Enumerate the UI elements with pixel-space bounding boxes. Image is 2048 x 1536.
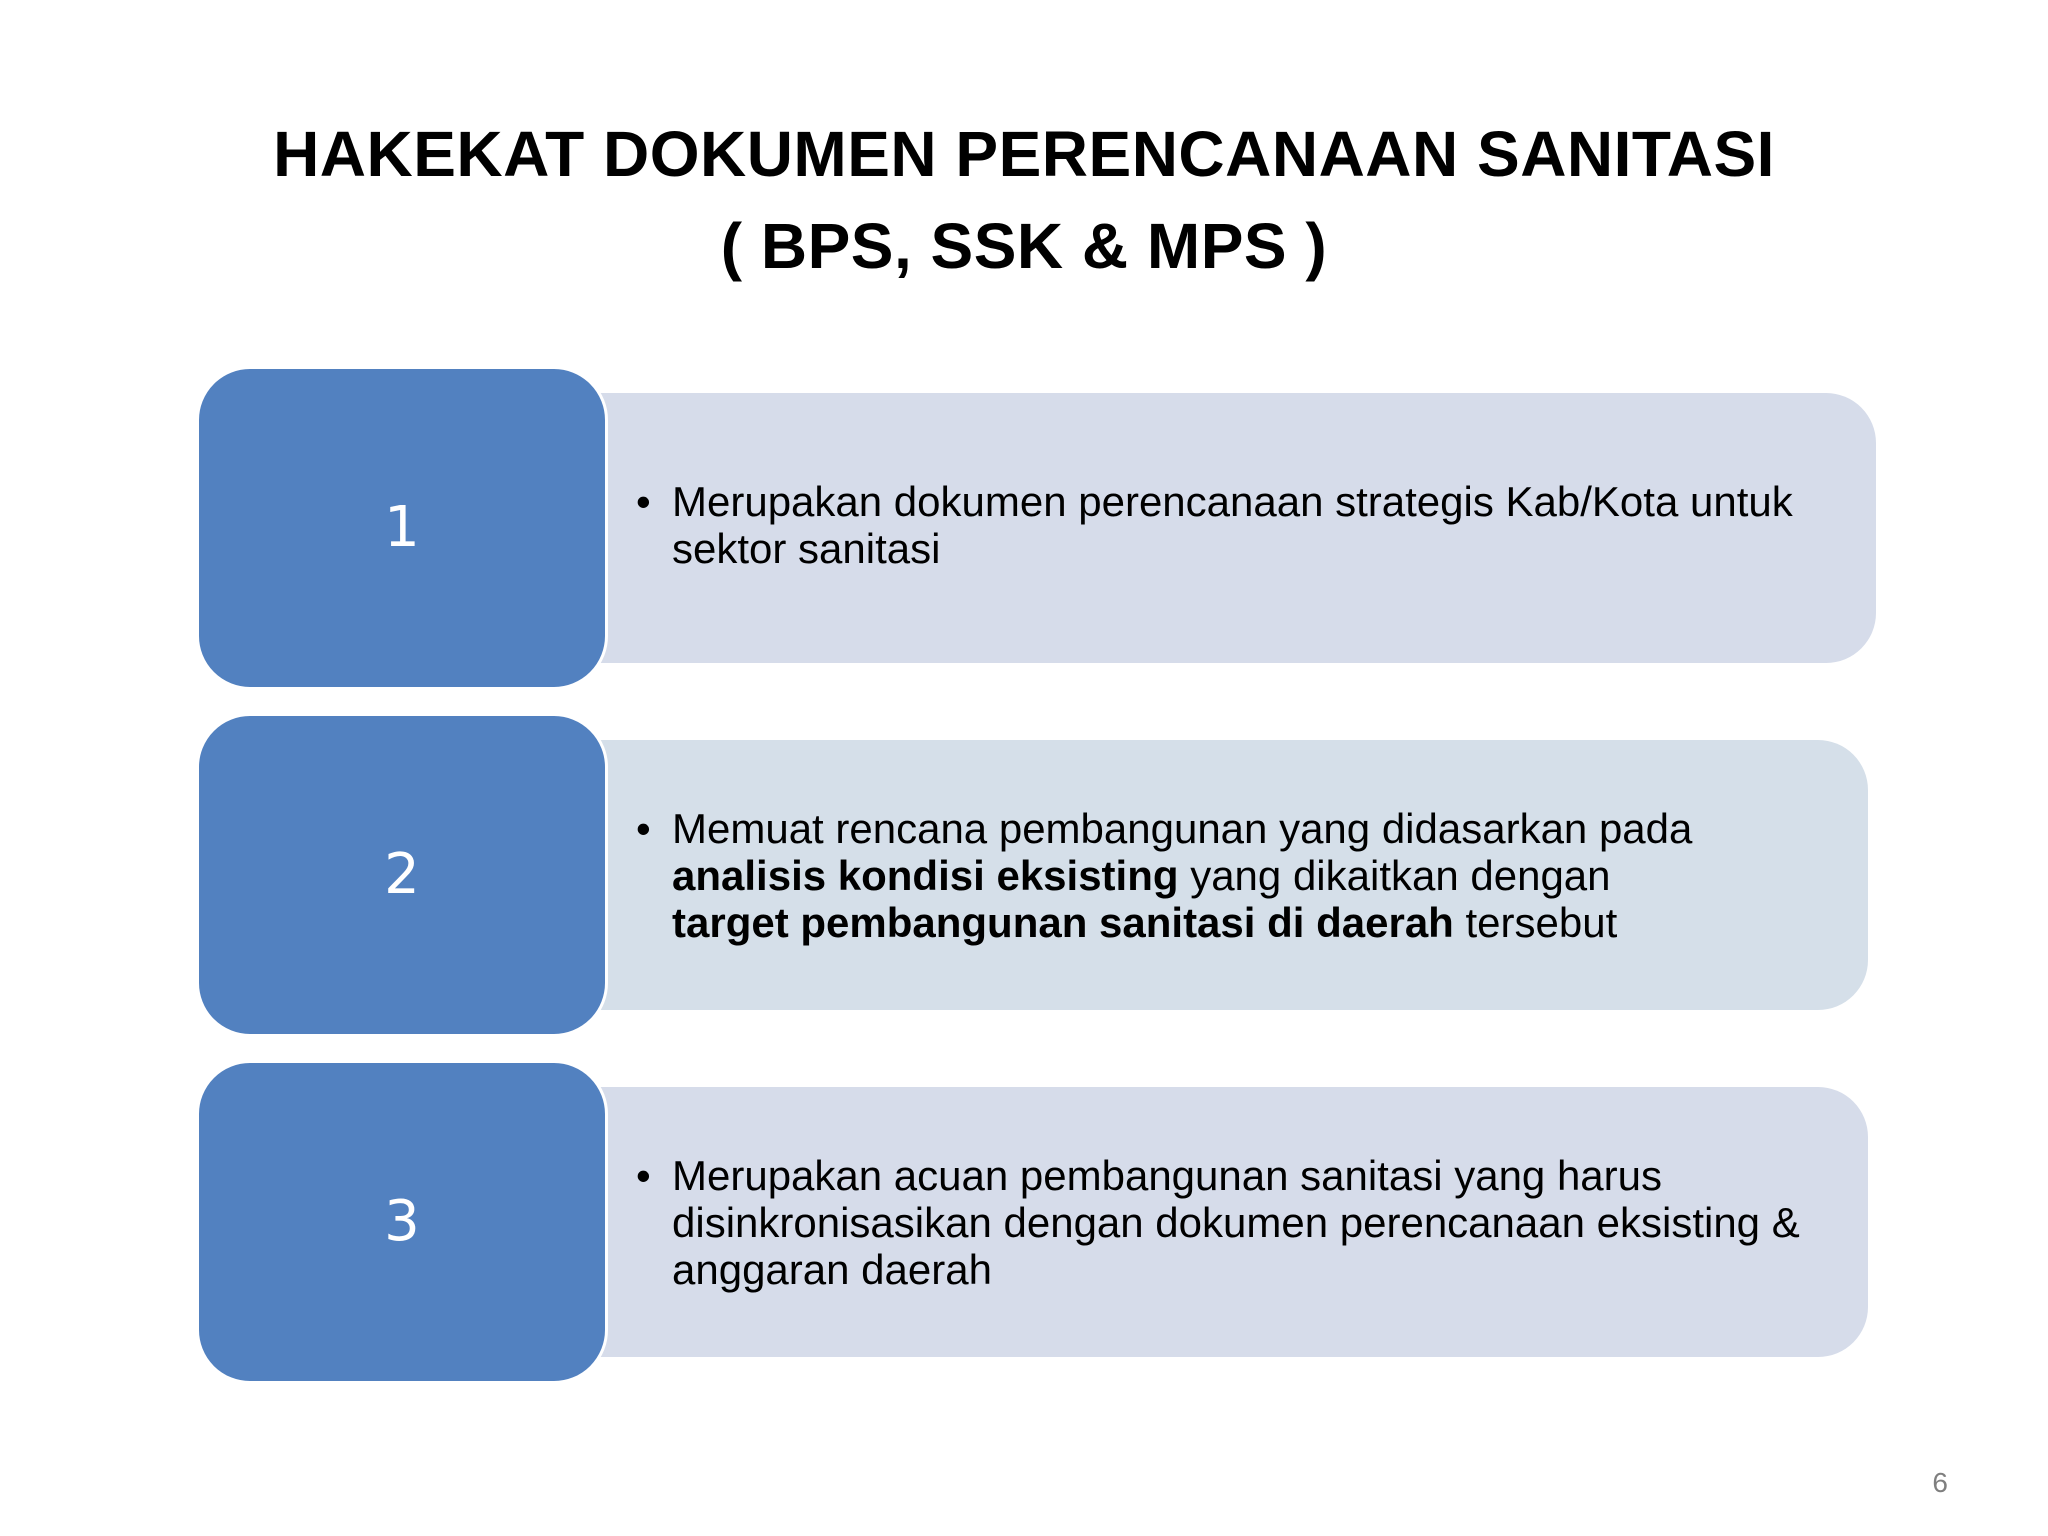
list-item-1 (196, 366, 1876, 690)
item-text-2-bold-2: target pembangunan sanitasi di daerah (672, 899, 1454, 946)
item-text-2-part-3: tersebut (1453, 899, 1618, 946)
slide-title (0, 108, 2048, 292)
bullet-icon: • (636, 478, 651, 525)
item-text-1 (636, 478, 1856, 572)
item-text-1-content: Merupakan dokumen perencanaan strategis Kab/Kota untuk sektor sanitasi (672, 478, 1793, 572)
title-line-2: ( BPS, SSK & MPS ) (720, 210, 1328, 282)
page-number: 6 (1932, 1467, 1948, 1498)
bullet-icon: • (636, 1152, 651, 1199)
title-line-1: HAKEKAT DOKUMEN PERENCANAAN SANITASI (273, 118, 1775, 190)
item-text-2-bold-1: analisis kondisi eksisting (672, 852, 1179, 899)
number-box-2 (196, 713, 608, 1037)
item-text-2 (636, 805, 1856, 946)
number-box-1 (196, 366, 608, 690)
item-text-3 (636, 1152, 1856, 1293)
list-item-3 (196, 1060, 1876, 1384)
item-number-1: 1 (384, 495, 420, 560)
item-text-2-part-2: yang dikaitkan dengan (1178, 852, 1611, 899)
item-number-3: 3 (384, 1189, 420, 1254)
bullet-icon: • (636, 805, 651, 852)
item-text-2-part-1: Memuat rencana pembangunan yang didasarkan pada (672, 805, 1693, 852)
item-text-3-content: Merupakan acuan pembangunan sanitasi yang harus disinkronisasikan dengan dokumen perencanaan eksisting & anggaran daerah (672, 1152, 1800, 1293)
item-number-2: 2 (384, 842, 420, 907)
list-item-2 (196, 713, 1876, 1037)
number-box-3 (196, 1060, 608, 1384)
